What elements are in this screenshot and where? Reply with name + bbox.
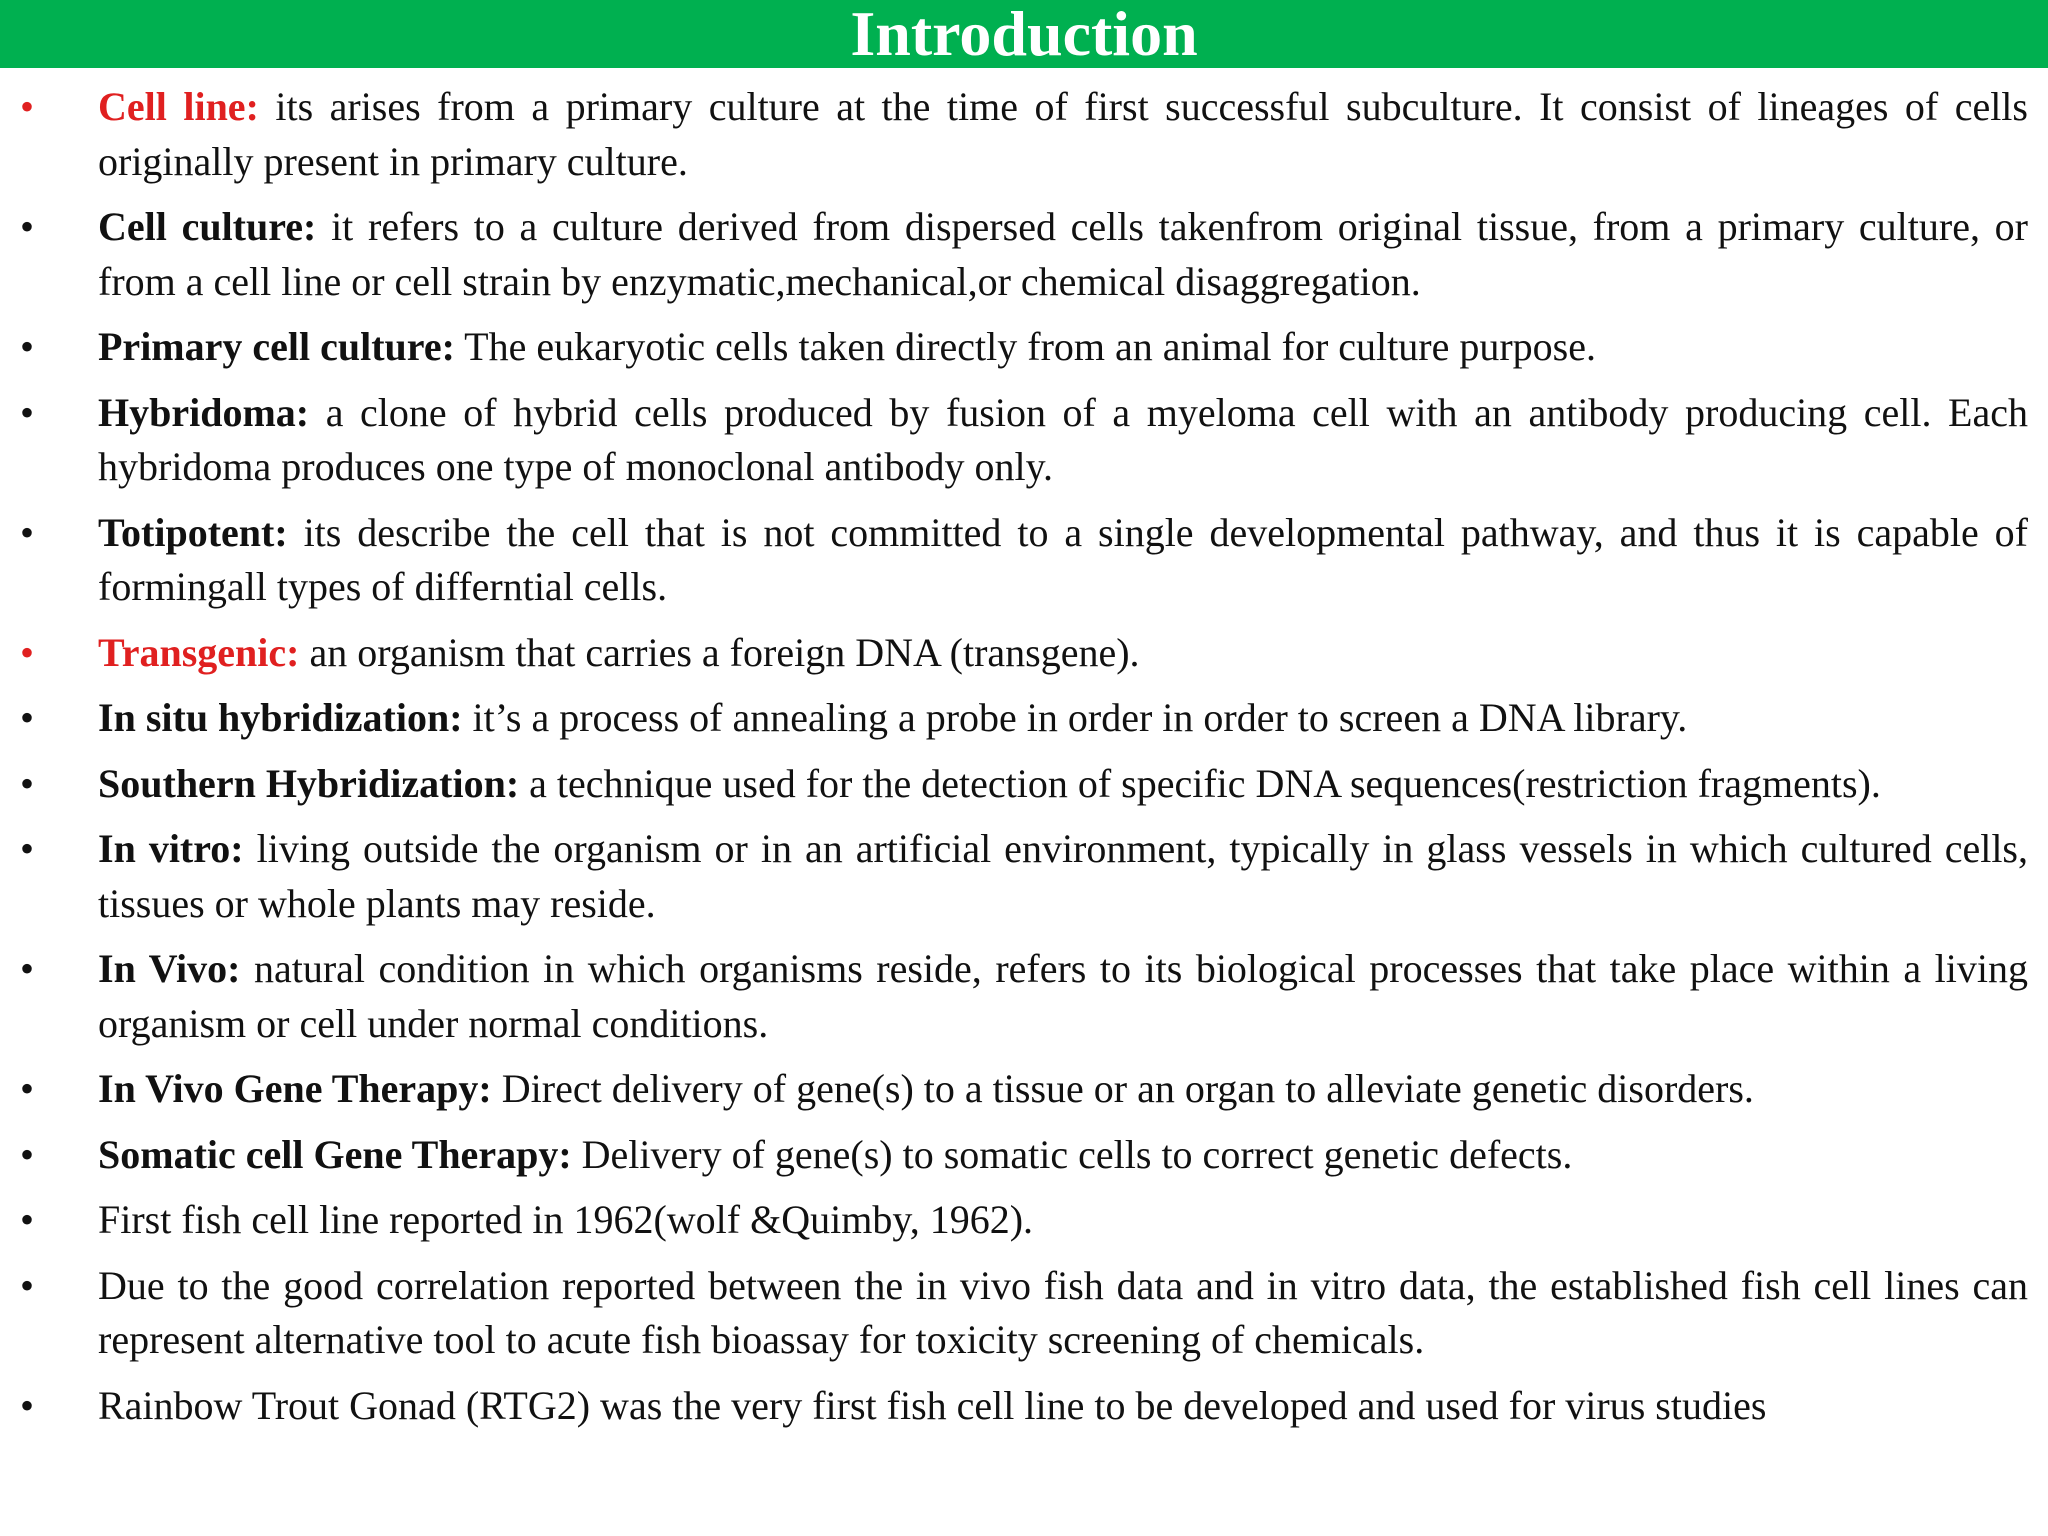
bullet-item [0,200,2048,309]
bullet-dot-icon: • [20,204,35,249]
bullet-dot-icon: • [20,946,35,991]
bullet-text: living outside the organism or in an artificial environment, typically in glass vessels in which cultured cells, tissues or whole plants may reside. [98,826,2028,926]
bullet-text: its describe the cell that is not committed to a single developmental pathway, and thus it is capable of formingall types of differntial cells. [98,509,2028,609]
bullet-text: its arises from a primary culture at the time of first successful subculture. It consist of lineages of cells originally present in primary culture. [98,84,2028,184]
bullet-dot-icon: • [20,1131,35,1177]
bullet-text: Rainbow Trout Gonad (RTG2) was the very first fish cell line to be developed and used for virus studies [98,1382,1767,1428]
bullet-item [0,822,2048,931]
bullet-text: The eukaryotic cells taken directly from an animal for culture purpose. [454,324,1596,369]
bullet-term: In Vivo: [98,946,241,991]
title-bar [0,0,2048,68]
bullet-dot-icon: • [20,629,35,675]
bullet-term: Transgenic: [98,629,300,675]
bullet-item [0,626,2048,681]
bullet-term: In vitro: [98,826,244,871]
bullet-dot-icon: • [20,389,35,435]
bullet-list [0,80,2048,1444]
bullet-dot-icon: • [20,509,35,555]
bullet-dot-icon: • [20,1382,35,1428]
bullet-item [0,320,2048,375]
bullet-dot-icon: • [20,84,35,129]
bullet-term: Hybridoma: [98,389,310,435]
bullet-term: Southern Hybridization: [98,760,520,806]
bullet-dot-icon: • [20,695,35,740]
bullet-text: Direct delivery of gene(s) to a tissue or an organ to alleviate genetic disorders. [491,1066,1754,1111]
bullet-item [0,506,2048,615]
bullet-text: an organism that carries a foreign DNA (transgene). [299,629,1140,675]
bullet-item [0,1379,2048,1434]
bullet-text: Delivery of gene(s) to somatic cells to correct genetic defects. [571,1131,1573,1177]
bullet-item [0,386,2048,495]
bullet-text: natural condition in which organisms reside, refers to its biological processes that take place within a living organism or cell under normal conditions. [98,946,2028,1046]
bullet-item [0,1259,2048,1368]
bullet-text: a clone of hybrid cells produced by fusion of a myeloma cell with an antibody producing cell. Each hybridoma produces one type of monoclonal antibody only. [98,389,2028,489]
slide-title: Introduction [850,0,1198,69]
bullet-text: Due to the good correlation reported between the in vivo fish data and in vitro data, the established fish cell lines can represent alternative tool to acute fish bioassay for toxicity screening of chemicals. [98,1262,2028,1362]
bullet-dot-icon: • [20,1066,35,1111]
bullet-dot-icon: • [20,826,35,871]
bullet-term: Totipotent: [98,509,288,555]
bullet-term: Somatic cell Gene Therapy: [98,1131,572,1177]
bullet-text: a technique used for the detection of specific DNA sequences(restriction fragments). [519,760,1881,806]
bullet-text: it’s a process of annealing a probe in order in order to screen a DNA library. [462,695,1688,740]
bullet-term: Cell line: [98,84,259,129]
bullet-text: it refers to a culture derived from dispersed cells takenfrom original tissue, from a primary culture, or from a cell line or cell strain by enzymatic,mechanical,or chemical disaggregation. [98,204,2028,304]
bullet-item [0,757,2048,812]
bullet-dot-icon: • [20,324,35,369]
bullet-dot-icon: • [20,1197,35,1242]
bullet-dot-icon: • [20,1262,35,1308]
bullet-dot-icon: • [20,760,35,806]
bullet-item [0,1128,2048,1183]
bullet-text: First fish cell line reported in 1962(wolf &Quimby, 1962). [98,1197,1034,1242]
bullet-item [0,942,2048,1051]
bullet-term: In Vivo Gene Therapy: [98,1066,492,1111]
bullet-item [0,691,2048,746]
bullet-item [0,80,2048,189]
bullet-item [0,1193,2048,1248]
bullet-term: Primary cell culture: [98,324,455,369]
bullet-term: Cell culture: [98,204,317,249]
bullet-item [0,1062,2048,1117]
bullet-term: In situ hybridization: [98,695,463,740]
